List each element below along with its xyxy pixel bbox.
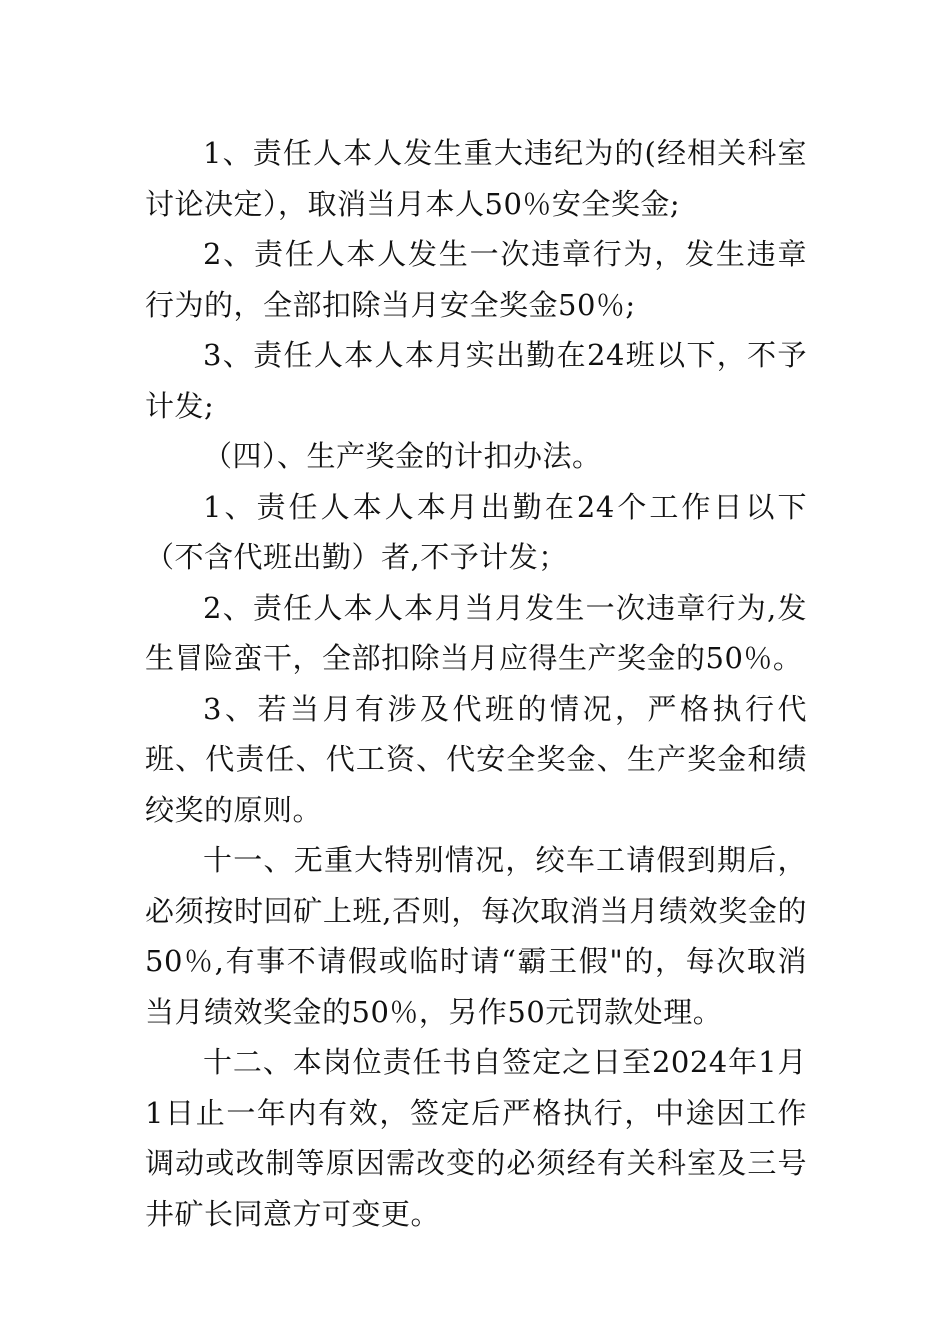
paragraph-safety-rule-1: 1、责任人本人发生重大违纪为的(经相关科室讨论决定），取消当月本人50％安全奖金; — [145, 136, 807, 221]
document-body — [145, 128, 807, 1239]
paragraph-production-rule-3: 3、若当月有涉及代班的情况，严格执行代班、代责任、代工资、代安全奖金、生产奖金和绩绞奖的原则。 — [145, 691, 807, 827]
paragraph-article-eleven: 十一、无重大特别情况，绞车工请假到期后，必须按时回矿上班,否则，每次取消当月绩效奖金的50％,有事不请假或临时请“霸王假"的，每次取消当月绩效奖金的50％，另作50元罚款处理。 — [145, 843, 807, 1029]
paragraph-production-rule-2: 2、责任人本人本月当月发生一次违章行为,发生冒险蛮干，全部扣除当月应得生产奖金的50％。 — [145, 590, 807, 675]
section-heading-production-bonus: （四）、生产奖金的计扣办法。 — [203, 439, 602, 473]
paragraph-safety-rule-2: 2、责任人本人发生一次违章行为，发生违章行为的，全部扣除当月安全奖金50％; — [145, 237, 807, 322]
paragraph-article-twelve: 十二、本岗位责任书自签定之日至2024年1月1日止一年内有效，签定后严格执行，中途因工作调动或改制等原因需改变的必须经有关科室及三号井矿长同意方可变更。 — [145, 1045, 807, 1231]
paragraph-production-rule-1: 1、责任人本人本月出勤在24个工作日以下（不含代班出勤）者,不予计发； — [145, 489, 807, 574]
paragraph-safety-rule-3: 3、责任人本人本月实出勤在24班以下，不予计发; — [145, 338, 807, 423]
